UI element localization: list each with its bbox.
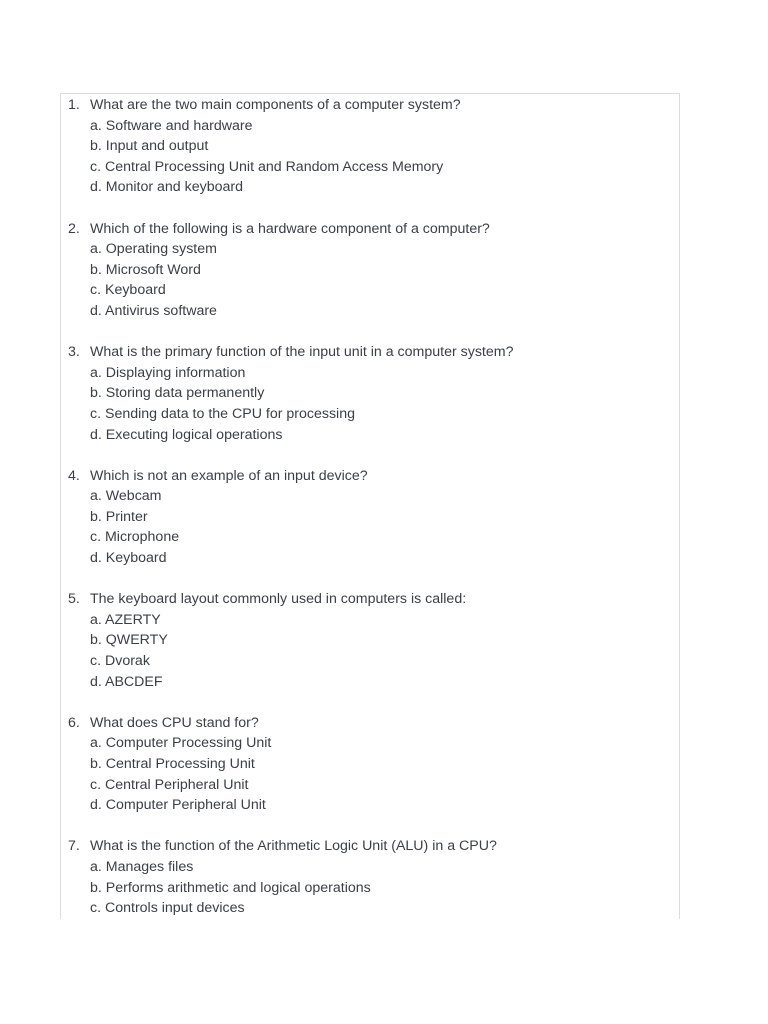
question-text: Which is not an example of an input device? [90,467,368,484]
question-line [61,713,679,734]
question-1 [61,95,679,198]
question-line [61,219,679,240]
option-list [61,239,679,321]
question-text: The keyboard layout commonly used in computers is called: [90,591,467,608]
option-b: b. Printer [90,508,148,525]
option-b: b. Microsoft Word [90,261,201,278]
option-list [61,486,679,568]
option-c: c. Sending data to the CPU for processing [90,405,355,422]
question-line [61,342,679,363]
option-b: b. QWERTY [90,632,168,649]
option-c: c. Central Processing Unit and Random Access Memory [90,158,444,175]
option-d: d. Keyboard [90,550,167,567]
question-number: 6. [68,714,80,731]
option-b: b. Storing data permanently [90,385,265,402]
option-a: a. Computer Processing Unit [90,735,272,752]
question-2 [61,219,679,322]
option-list [61,857,679,919]
question-number: 7. [68,838,80,855]
option-c: c. Controls input devices [90,900,245,917]
option-c: c. Central Peripheral Unit [90,776,249,793]
option-d: d. Monitor and keyboard [90,179,244,196]
option-list [61,116,679,198]
option-c: c. Microphone [90,529,180,546]
question-number: 5. [68,591,80,608]
question-number: 2. [68,220,80,237]
option-a: a. Displaying information [90,364,246,381]
option-b: b. Performs arithmetic and logical operations [90,879,371,896]
question-text: What are the two main components of a computer system? [90,97,461,113]
question-text: What does CPU stand for? [90,714,259,731]
option-a: a. Software and hardware [90,117,253,134]
option-d: d. Executing logical operations [90,426,283,443]
question-number: 4. [68,467,80,484]
question-line [61,836,679,857]
question-5 [61,589,679,692]
question-text: What is the primary function of the input unit in a computer system? [90,344,514,361]
option-list [61,733,679,815]
document-frame [60,93,680,919]
question-line [61,589,679,610]
option-a: a. Webcam [90,488,162,505]
question-number: 1. [68,97,80,113]
option-b: b. Central Processing Unit [90,756,255,772]
option-list [61,363,679,445]
question-7 [61,836,679,918]
option-d: d. Computer Peripheral Unit [90,797,266,814]
question-line [61,466,679,487]
question-4 [61,466,679,569]
option-list [61,610,679,692]
option-c: c. Keyboard [90,282,166,299]
question-3 [61,342,679,445]
option-a: a. AZERTY [90,611,161,628]
question-list [61,95,679,919]
question-text: Which of the following is a hardware component of a computer? [90,220,490,237]
option-d: d. ABCDEF [90,673,163,690]
option-c: c. Dvorak [90,653,150,670]
question-6 [61,713,679,816]
option-a: a. Operating system [90,241,217,258]
option-d: d. Antivirus software [90,302,217,319]
option-a: a. Manages files [90,858,194,875]
option-b: b. Input and output [90,138,209,155]
question-line [61,95,679,116]
question-text: What is the function of the Arithmetic Logic Unit (ALU) in a CPU? [90,838,497,855]
question-number: 3. [68,344,80,361]
